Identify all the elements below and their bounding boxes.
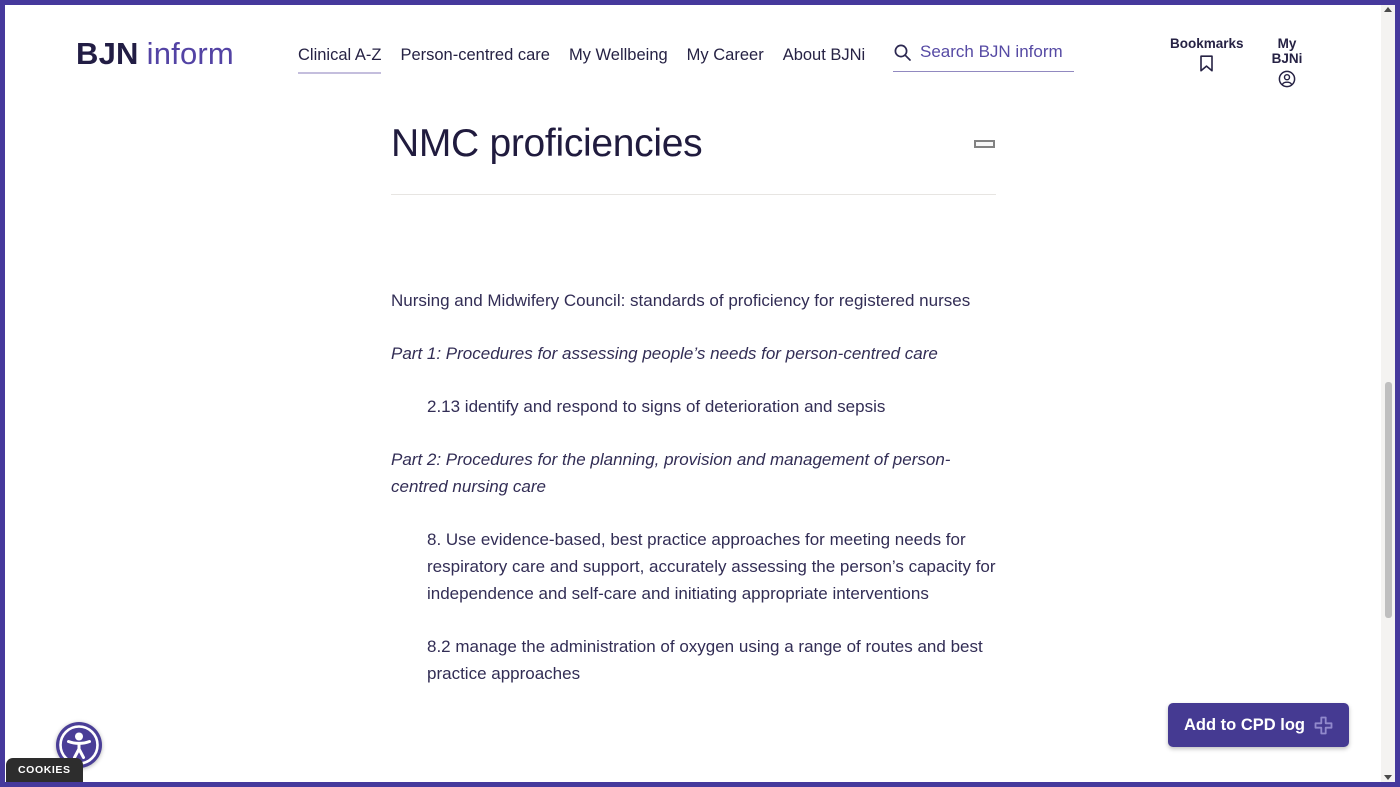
cookies-button[interactable]: COOKIES xyxy=(6,758,83,782)
bookmarks-label: Bookmarks xyxy=(1170,36,1244,51)
article-body xyxy=(391,287,998,713)
scrollbar-track[interactable] xyxy=(1381,5,1395,782)
search-icon xyxy=(893,43,912,62)
my-bjni-label: My BJNi xyxy=(1271,36,1303,66)
main-navigation xyxy=(298,46,865,74)
scrollbar-down-arrow-icon[interactable] xyxy=(1384,775,1392,780)
logo-primary: BJN xyxy=(76,36,139,71)
nav-item-person-centred-care[interactable]: Person-centred care xyxy=(400,46,550,64)
paragraph-intro: Nursing and Midwifery Council: standards of proficiency for registered nurses xyxy=(391,291,971,310)
paragraph-part1: Part 1: Procedures for assessing people’s needs for person-centred care xyxy=(391,344,938,363)
page-title: NMC proficiencies xyxy=(391,122,703,165)
paragraph-part2: Part 2: Procedures for the planning, provision and management of person-centred nursing care xyxy=(391,450,951,496)
add-to-cpd-log-button[interactable] xyxy=(1168,703,1349,747)
nav-item-clinical-a-z[interactable]: Clinical A-Z xyxy=(298,46,381,74)
bookmark-flag-icon[interactable] xyxy=(974,140,995,148)
scrollbar-thumb[interactable] xyxy=(1385,382,1392,618)
scrollbar-up-arrow-icon[interactable] xyxy=(1384,7,1392,12)
bookmark-icon xyxy=(1199,55,1214,72)
paragraph-item-8: 8. Use evidence-based, best practice approaches for meeting needs for respiratory care and support, accurately assessing the person’s capacity for independence and self-care and initiating appropriate interventions xyxy=(427,530,996,603)
search-box[interactable] xyxy=(893,42,1074,72)
account-icon xyxy=(1278,70,1296,88)
nav-item-my-career[interactable]: My Career xyxy=(686,46,764,64)
plus-icon xyxy=(1314,716,1333,735)
add-to-cpd-log-label: Add to CPD log xyxy=(1184,715,1305,734)
nav-item-about-bjni[interactable]: About BJNi xyxy=(782,46,866,64)
title-divider xyxy=(391,194,996,195)
search-input[interactable] xyxy=(920,42,1070,62)
my-bjni-button[interactable] xyxy=(1261,36,1313,93)
site-logo[interactable] xyxy=(76,36,234,72)
paragraph-item-2-13: 2.13 identify and respond to signs of deterioration and sepsis xyxy=(427,397,886,416)
logo-secondary: inform xyxy=(146,36,234,71)
paragraph-item-8-2: 8.2 manage the administration of oxygen using a range of routes and best practice approaches xyxy=(427,637,983,683)
bookmarks-button[interactable] xyxy=(1170,36,1242,77)
nav-item-my-wellbeing[interactable]: My Wellbeing xyxy=(568,46,668,64)
